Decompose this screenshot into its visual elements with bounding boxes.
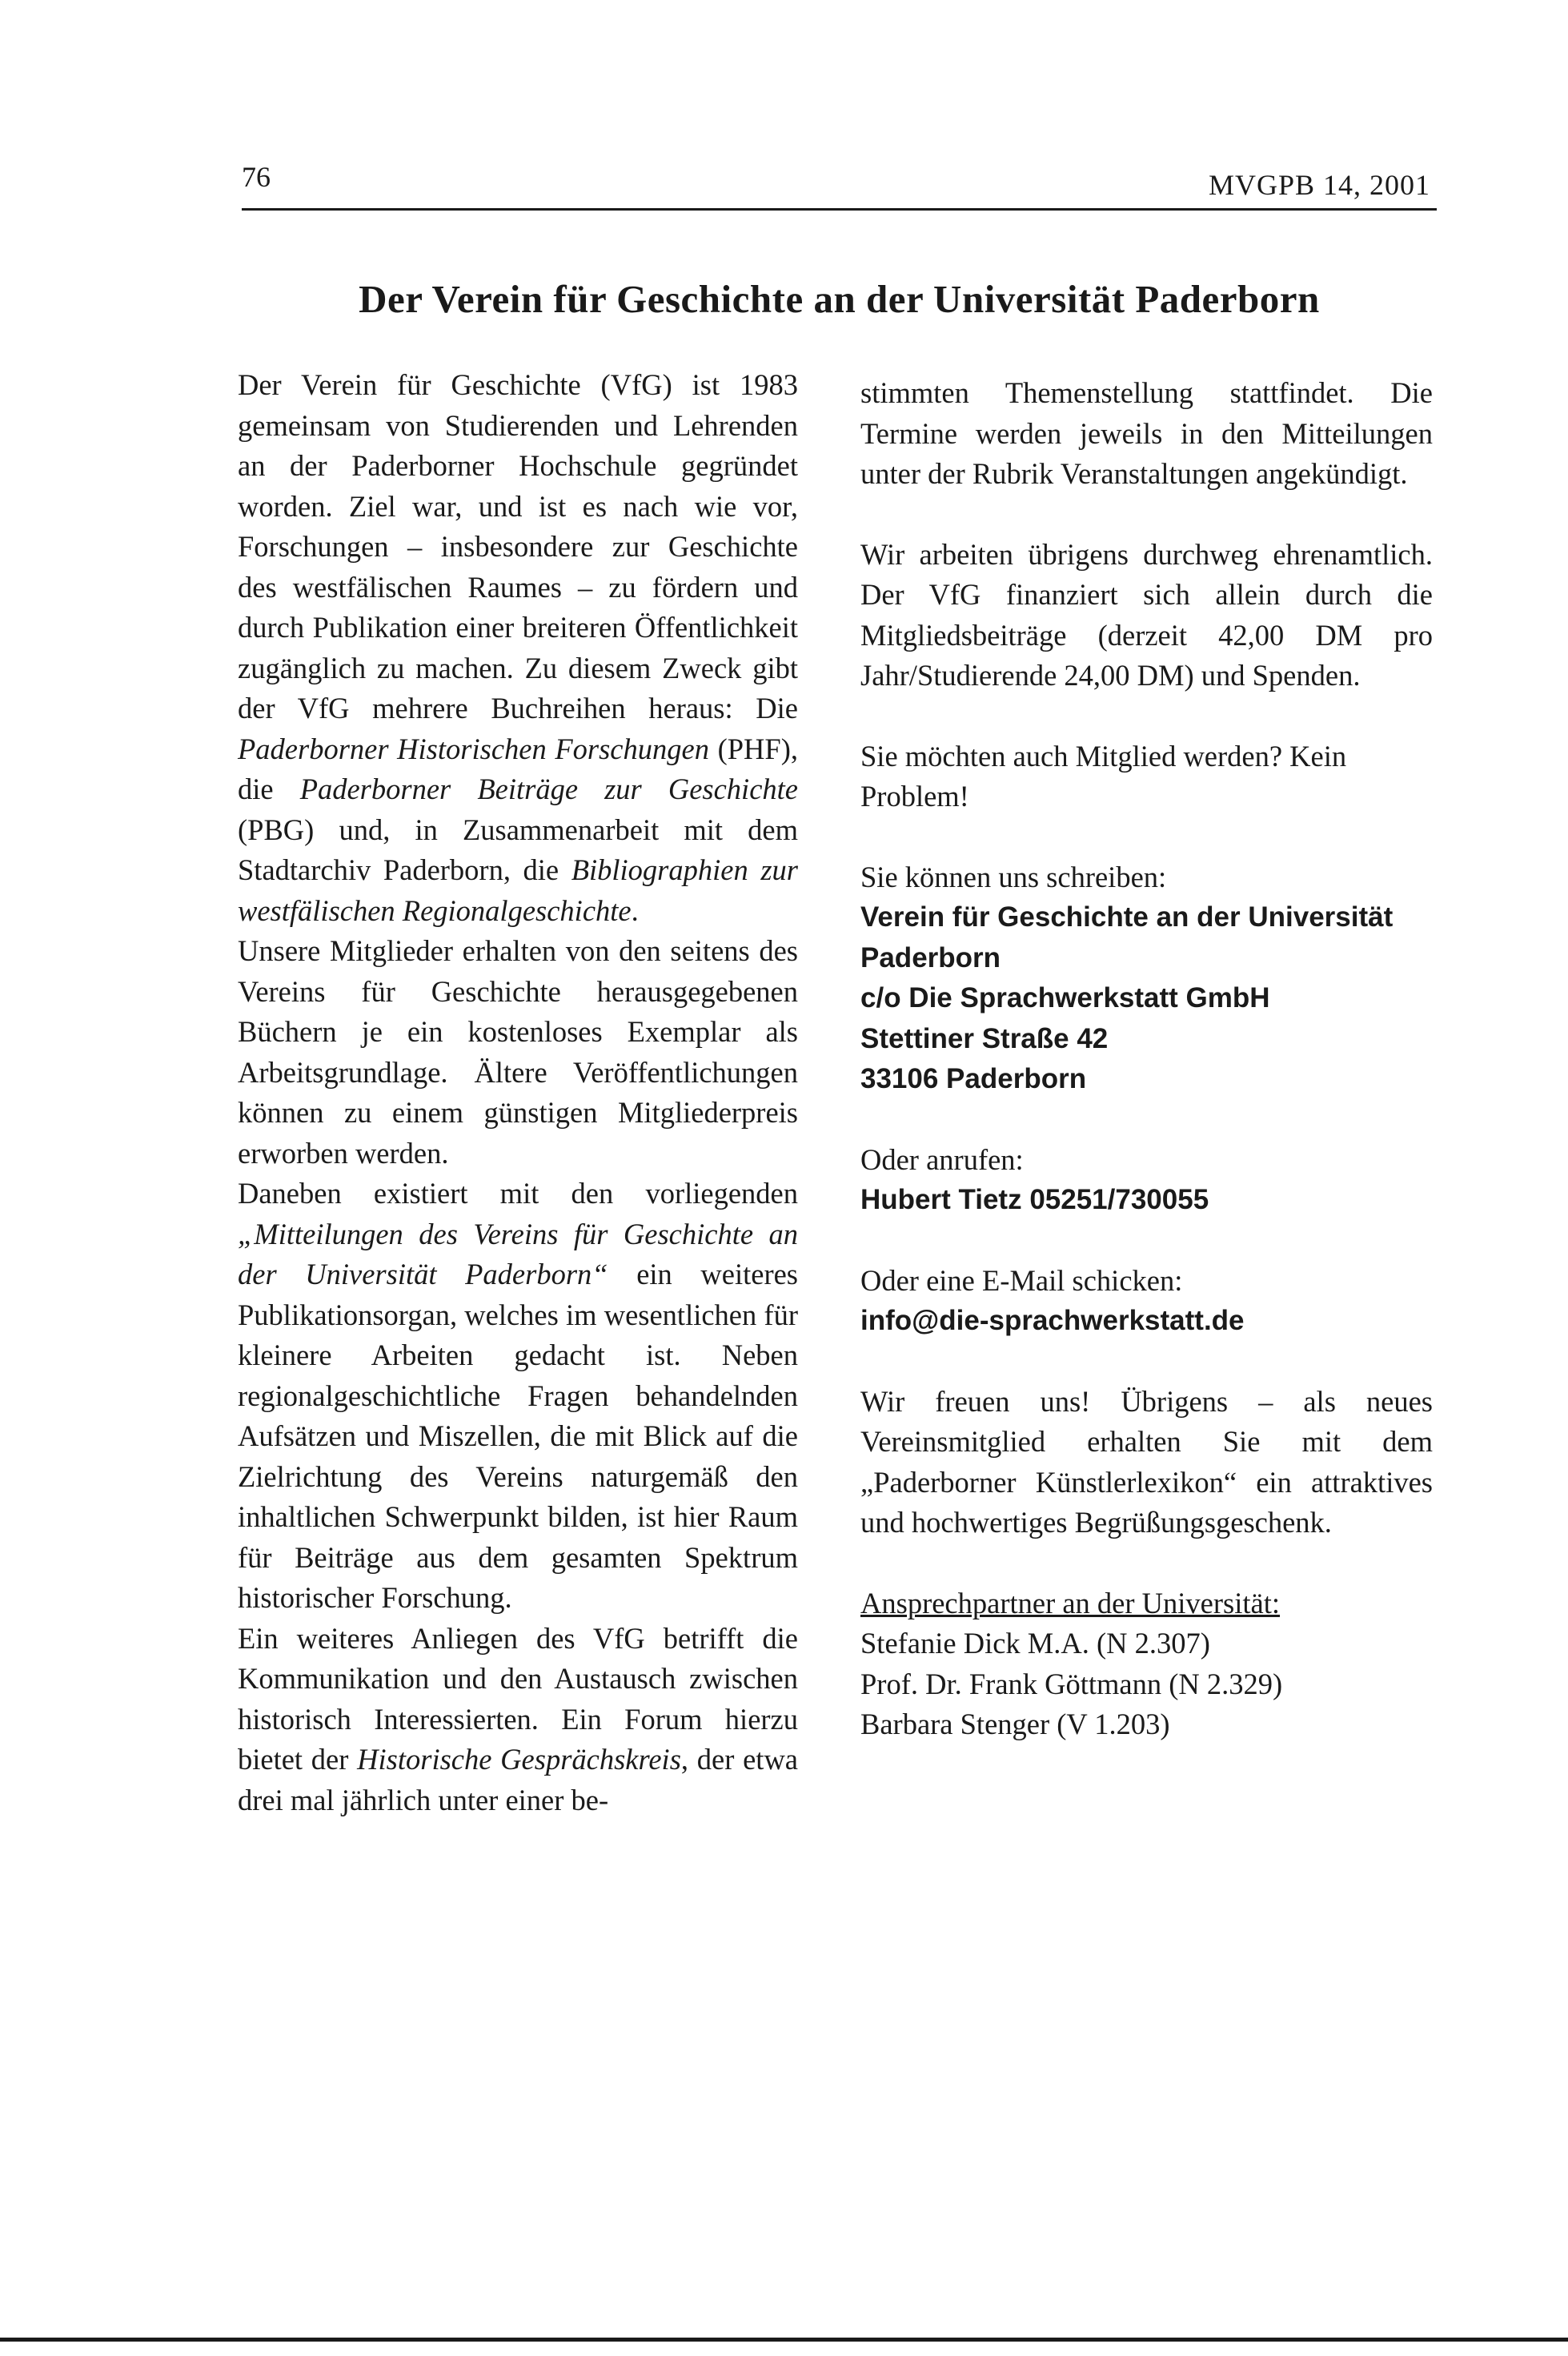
article-title: Der Verein für Geschichte an der Universität Paderborn	[359, 277, 1320, 321]
address-line-1: Verein für Geschichte an der Universität Paderborn	[860, 901, 1394, 973]
mitteilungen-title: „Mitteilungen des Vereins für Geschichte an der Universität Paderborn“	[238, 1217, 798, 1290]
paragraph-themen: stimmten Themenstellung stattfindet. Die Termine werden jeweils in den Mitteilungen unter der Rubrik Veranstaltungen angekündigt.	[860, 376, 1433, 490]
intro-text-end: .	[631, 893, 639, 927]
call-label: Oder anrufen:	[860, 1142, 1024, 1176]
address-line-4: 33106 Paderborn	[860, 1063, 1087, 1094]
contacts-heading: Ansprechpartner an der Universität:	[860, 1586, 1280, 1619]
paragraph-mitglied: Sie möchten auch Mitglied werden? Kein Problem!	[860, 739, 1347, 813]
left-column	[238, 365, 798, 1820]
paragraph-intro	[238, 365, 798, 931]
paragraph-welcome: Wir freuen uns! Übrigens – als neues Vereinsmitglied erhalten Sie mit dem „Paderborner Künstlerlexikon“ ein attraktives und hochwertiges Begrüßungsgeschenk.	[860, 1384, 1433, 1539]
mitteilungen-start: Daneben existiert mit den vorliegenden	[238, 1177, 798, 1210]
page-header	[242, 152, 1437, 211]
intro-text-mid1: (PHF), die	[238, 732, 798, 805]
write-label: Sie können uns schreiben:	[860, 860, 1167, 893]
forum-title: Historische Gesprächskreis	[357, 1743, 681, 1776]
address-line-3: Stettiner Straße 42	[860, 1022, 1109, 1054]
series-phf: Paderborner Historischen Forschungen	[238, 732, 709, 765]
contact-item: Barbara Stenger (V 1.203)	[860, 1708, 1170, 1740]
intro-text-mid2: (PBG) und, in Zusammenarbeit mit dem Stadtarchiv Paderborn, die	[238, 813, 798, 886]
paragraph-members: Unsere Mitglieder erhalten von den seitens des Vereins für Geschichte herausgegebenen Büchern je ein kostenloses Exemplar als Arbeitsgrundlage. Ältere Veröffentlichungen können zu einem günstigen Mitgliederpreis erworben werden.	[238, 934, 798, 1170]
contact-item: Stefanie Dick M.A. (N 2.307)	[860, 1627, 1210, 1660]
phone-number: Hubert Tietz 05251/730055	[860, 1184, 1209, 1215]
series-bibliographien: Bibliographien zur westfälischen Regionalgeschichte	[238, 853, 798, 927]
right-column	[860, 373, 1433, 1745]
footer-rule	[0, 2338, 1568, 2342]
address-line-2: c/o Die Sprachwerkstatt GmbH	[860, 982, 1270, 1013]
forum-start: Ein weiteres Anliegen des VfG betrifft die Kommunikation und den Austausch zwischen historisch Interessierten. Ein Forum hierzu bietet der	[238, 1621, 798, 1776]
paragraph-ehrenamt: Wir arbeiten übrigens durchweg ehrenamtlich. Der VfG finanziert sich allein durch die Mitgliedsbeiträge (derzeit 42,00 DM pro Jahr/Studierende 24,00 DM) und Spenden.	[860, 537, 1433, 692]
series-pbg: Paderborner Beiträge zur Geschichte	[299, 773, 798, 805]
mitteilungen-end: ein weiteres Publikationsorgan, welches im wesentlichen für kleinere Arbeiten gedacht ist. Neben regionalgeschichtliche Fragen behandelnden Aufsätzen und Miszellen, die mit Blick auf die Zielrichtung des Vereins naturgemäß den inhaltlichen Schwerpunkt bilden, ist hier Raum für Beiträge aus dem gesamten Spektrum historischer Forschung.	[238, 1258, 798, 1614]
journal-reference: MVGPB 14, 2001	[1208, 169, 1430, 201]
page-number: 76	[242, 161, 271, 193]
email-address: info@die-sprachwerkstatt.de	[860, 1305, 1245, 1336]
intro-text: Der Verein für Geschichte (VfG) ist 1983 gemeinsam von Studierenden und Lehrenden an der Paderborner Hochschule gegründet worden. Ziel war, und ist es nach wie vor, Forschungen – insbesondere zur Geschichte des westfälischen Raumes – zu fördern und durch Publikation einer breiteren Öffentlichkeit zugänglich zu machen. Zu diesem Zweck gibt der VfG mehrere Buchreihen heraus: Die	[238, 368, 798, 724]
contact-item: Prof. Dr. Frank Göttmann (N 2.329)	[860, 1667, 1283, 1700]
paragraph-forum	[238, 1619, 798, 1821]
forum-end: , der etwa drei mal jährlich unter einer be-	[238, 1743, 798, 1816]
paragraph-mitteilungen	[238, 1174, 798, 1619]
email-label: Oder eine E-Mail schicken:	[860, 1263, 1183, 1297]
